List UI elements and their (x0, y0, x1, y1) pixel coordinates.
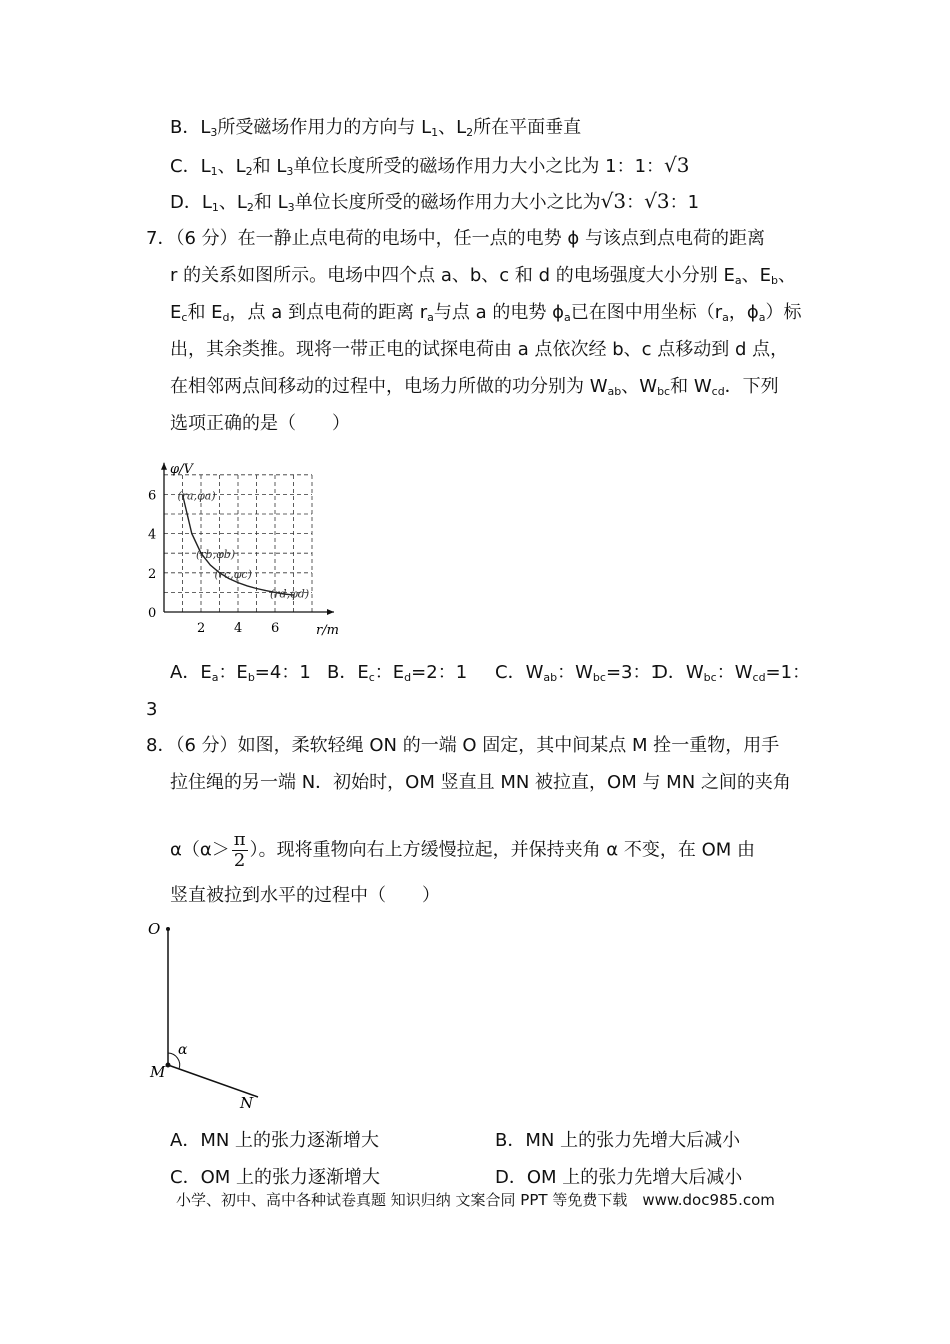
label-alpha: α (178, 1042, 188, 1058)
y-tick-label: 0 (148, 606, 157, 621)
q7-line-5: 在相邻两点间移动的过程中，电场力所做的功分别为 $W_{ab}$、$W_{bc}$和 $W_{cd}$．下列 (170, 376, 779, 398)
q8-line-1: 8．（6 分）如图，柔软轻绳 ON 的一端 O 固定，其中间某点 M 拴一重物，用手 (146, 735, 780, 756)
q8-line-4: 竖直被拉到水平的过程中（ ） (170, 885, 440, 906)
point-o (166, 927, 170, 931)
q6-option-d: D．$L_1$、$L_2$和 $L_3$单位长度所受的磁场作用力大小之比为√3：√3：1 (170, 189, 700, 214)
chart-labels (148, 462, 339, 636)
rope-figure (140, 915, 270, 1115)
point-label: (rb,φb) (196, 548, 236, 562)
y-tick-label: 4 (148, 527, 157, 543)
rope-mn (168, 1065, 258, 1097)
q8-option-c: C．OM 上的张力逐渐增大 (170, 1167, 380, 1188)
q7-line-1: 7．（6 分）在一静止点电荷的电场中，任一点的电势 ϕ 与该点到点电荷的距离 (146, 228, 765, 249)
q7-option-d-wrap: 3 (146, 699, 158, 720)
y-axis-label: φ/V (170, 461, 193, 477)
q7-option-a: A．$E_a$：$E_b=4$：1 (170, 662, 311, 684)
pi-over-2-fraction: $\frac{\pi}{2}$ (233, 829, 246, 871)
footer-ad: 小学、初中、高中各种试卷真题 知识归纳 文案合同 PPT 等免费下载 www.doc985.com (176, 1191, 775, 1209)
point-label: (rd,φd) (270, 587, 310, 601)
x-axis-arrow (327, 609, 334, 615)
q7-option-d: D．$W_{bc}$：$W_{cd}=1$： (654, 662, 811, 684)
y-axis-arrow (161, 463, 167, 470)
q6-option-c: C．$L_1$、$L_2$和 $L_3$单位长度所受的磁场作用力大小之比为 1：1：√3 (170, 153, 690, 178)
y-tick-label: 2 (148, 566, 157, 582)
potential-distance-chart (140, 446, 360, 636)
point-label: (rc,φc) (214, 567, 252, 581)
q7-line-6: 选项正确的是（ ） (170, 413, 350, 434)
q8-line-2: 拉住绳的另一端 N．初始时，OM 竖直且 MN 被拉直，OM 与 MN 之间的夹角 (170, 772, 791, 793)
q8-option-d: D．OM 上的张力先增大后减小 (495, 1167, 743, 1188)
q7-line-2: r 的关系如图所示。电场中四个点 a、b、c 和 d 的电场强度大小分别 $E_a$、$E_b$、 (170, 265, 796, 287)
x-tick-label: 6 (271, 621, 280, 636)
label-n: N (240, 1094, 254, 1112)
y-tick-label: 6 (148, 488, 157, 504)
point-m (166, 1063, 171, 1068)
x-tick-label: 4 (234, 621, 243, 636)
q7-line-3: $E_c$和 $E_d$，点 a 到点电荷的距离 $r_a$与点 a 的电势 $\phi_a$已在图中用坐标（$r_a$，$\phi_a$）标 (170, 302, 802, 324)
q6-option-b: B．$L_3$所受磁场作用力的方向与 $L_1$、$L_2$所在平面垂直 (170, 117, 582, 139)
q7-option-b: B．$E_c$：$E_d=2$：1 (327, 662, 468, 684)
q7-line-4: 出，其余类推。现将一带正电的试探电荷由 a 点依次经 b、c 点移动到 d 点， (170, 339, 789, 360)
x-tick-label: 2 (197, 621, 206, 636)
point-label: (ra,φa) (177, 489, 216, 503)
x-axis-label: r/m (316, 623, 339, 636)
q8-line-3: α（α＞ $\frac{\pi}{2}$ ）。现将重物向右上方缓慢拉起，并保持夹角 α 不变，在 OM 由 (170, 829, 756, 871)
q8-option-a: A．MN 上的张力逐渐增大 (170, 1130, 380, 1151)
q7-option-c: C．$W_{ab}$：$W_{bc}=3$：1 (495, 662, 662, 684)
q8-option-b: B．MN 上的张力先增大后减小 (495, 1130, 741, 1151)
label-m: M (150, 1063, 166, 1081)
label-o: O (148, 920, 161, 938)
